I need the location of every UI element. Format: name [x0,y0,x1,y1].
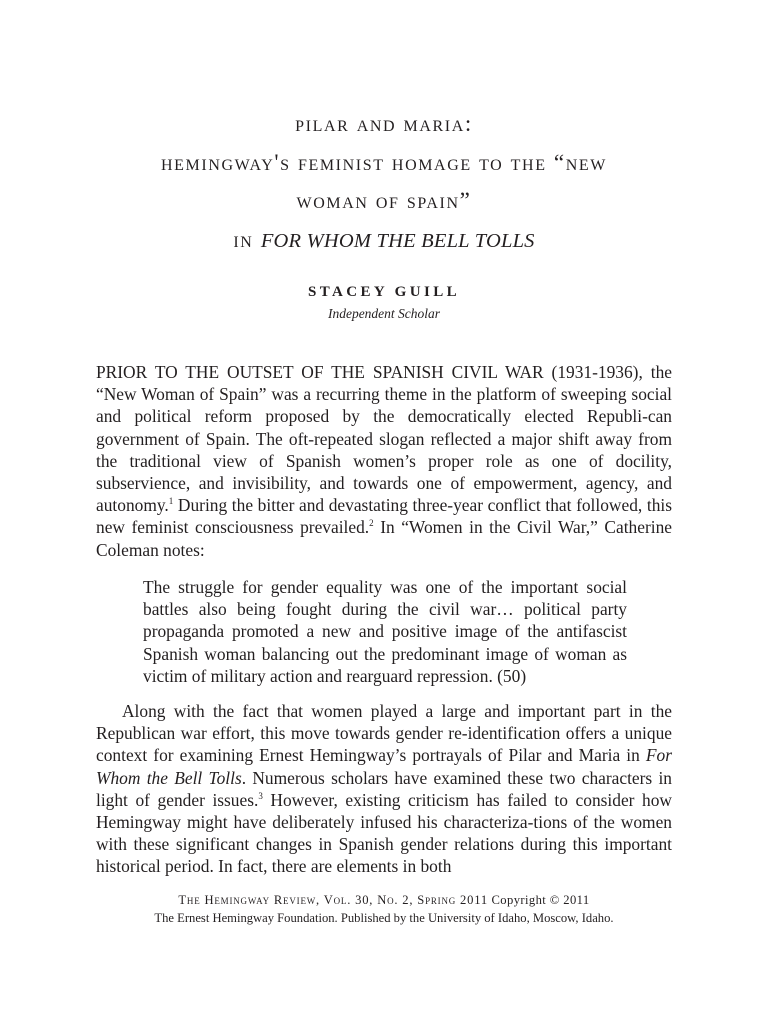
article-title [60,105,708,260]
footer-citation [0,893,768,908]
paragraph-1-text-a: PRIOR TO THE OUTSET OF THE SPANISH CIVIL WAR (1931-1936), the “New Woman of Spain” was a recurring theme in the platform of sweeping social and political reform proposed by the democratically elected Republi-can government of Spain. The oft-repeated slogan reflected a major shift away from the traditional view of Spanish women’s proper role as one of docility, subservience, and invisibility, and towards one of empowerment, agency, and autonomy. [96,362,672,516]
footer-journal: The Hemingway Review, Vol. 30, No. 2, Spring 2011 [178,893,488,907]
title-line-3: woman of spain” [296,188,472,213]
title-line-2: hemingway's feminist homage to the “new [161,149,607,175]
block-quote: The struggle for gender equality was one of the important social battles also being fought during the civil war… political party propaganda promoted a new and positive image of the antifascist Spanish woman balancing out the predominant image of woman as victim of military action and rearguard repression. (50) [143,577,627,686]
author-affiliation: Independent Scholar [327,306,441,321]
title-line-4 [60,221,708,261]
paragraph-1-text-c: In “Women in the Civil War,” Catherine Coleman notes: [96,517,673,560]
paragraph-1 [96,361,672,561]
title-book-name: FOR WHOM THE BELL TOLLS [260,229,535,252]
author-name: STACEY GUILL [307,284,461,300]
title-line-4-prefix: in [233,226,261,252]
footer-publisher: The Ernest Hemingway Foundation. Published by the University of Idaho, Moscow, Idaho. [154,911,614,925]
paragraph-2-text-b: . Numerous scholars have examined these two characters in light of gender issues. [96,767,672,810]
paragraph-2-text-a: Along with the fact that women played a large and important part in the Republican war effort, this move towards gender re-identification offers a unique context for examining Ernest Hemingway’s portrayals of Pilar and Maria in [96,701,672,766]
paragraph-2 [96,700,672,878]
paragraph-1-text-b: During the bitter and devastating three-year conflict that followed, this new feminist consciousness prevailed. [96,495,672,538]
footnote-ref-1[interactable]: 1 [168,496,174,507]
book-title-italic: For Whom the Bell Tolls [96,745,672,788]
footnote-ref-3[interactable]: 3 [258,791,263,802]
footnote-ref-2[interactable]: 2 [369,518,374,529]
footer-copyright: Copyright © 2011 [487,893,590,907]
paragraph-2-text-c: However, existing criticism has failed to consider how Hemingway might have deliberately infused his characteriza-tions of the women with these significant changes in Spanish gender relations during this important historical period. In fact, there are elements in both [96,789,672,877]
title-line-1: pilar and maria: [295,111,473,136]
